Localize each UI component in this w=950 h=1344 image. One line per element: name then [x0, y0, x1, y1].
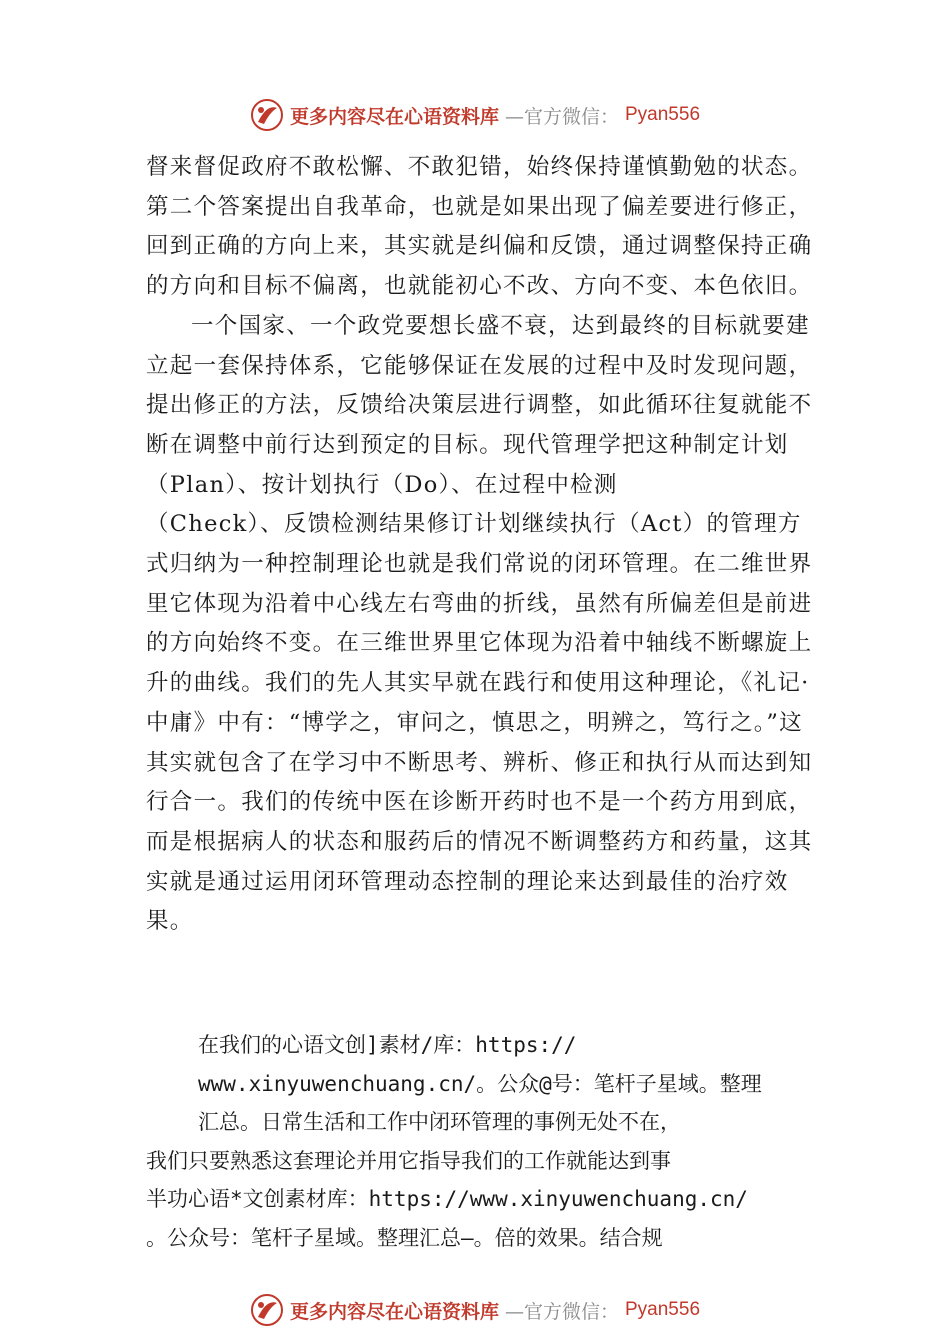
tail-line-6: 。公众号：笔杆子星域。整理汇总—。倍的效果。结合规 [146, 1225, 663, 1250]
tail-line-2: www.xinyuwenchuang.cn/。公众@号：笔杆子星域。整理 [198, 1071, 762, 1096]
watermark-banner-bottom [0, 1290, 950, 1330]
paragraph-2: 一个国家、一个政党要想长盛不衰，达到最终的目标就要建立起一套保持体系，它能够保证在发展的过程中及时发现问题，提出修正的方法，反馈给决策层进行调整，如此循环往复就能不断在调整中前行达到预定的目标。现代管理学把这种制定计划（Plan）、按计划执行（Do）、在过程中检测 [146, 312, 813, 498]
banner-wechat-id: Pyan556 [625, 104, 701, 125]
tail-line-1: 在我们的心语文创]素材/库：https:// [198, 1033, 577, 1057]
banner-wechat-id: Pyan556 [625, 1299, 701, 1320]
watermark-banner-top [0, 95, 950, 135]
brand-logo-icon [250, 98, 284, 132]
brand-logo-icon [250, 1293, 284, 1327]
tail-line-3: 汇总。日常生活和工作中闭环管理的事例无处不在， [198, 1110, 681, 1134]
tail-line-5: 半功心语*文创素材库：https://www.xinyuwenchuang.cn/ [146, 1187, 748, 1211]
paragraph-3: （Check）、反馈检测结果修订计划继续执行（Act）的管理方式归纳为一种控制理论也就是我们常说的闭环管理。在二维世界里它体现为沿着中心线左右弯曲的折线，虽然有所偏差但是前进的方向始终不变。在三维世界里它体现为沿着中轴线不断螺旋上升的曲线。我们的先人其实早就在践行和使用这种理论，《礼记·中庸》中有：“博学之，审问之，慎思之，明辨之，笃行之。”这其实就包含了在学习中不断思考、辨析、修正和执行从而达到知行合一。我们的传统中医在诊断开药时也不是一个药方用到底，而是根据病人的状态和服药后的情况不断调整药方和药量，这其实就是通过运用闭环管理动态控制的理论来达到最佳的治疗效果。 [146, 511, 813, 935]
banner-title: 更多内容尽在心语资料库 [289, 1300, 499, 1323]
banner-subtitle: —官方微信： [504, 1300, 619, 1323]
banner-title: 更多内容尽在心语资料库 [289, 105, 499, 128]
tail-text-block [146, 1026, 836, 1257]
article-body [146, 148, 818, 942]
banner-subtitle: —官方微信： [504, 105, 619, 128]
tail-line-4: 我们只要熟悉这套理论并用它指导我们的工作就能达到事 [146, 1148, 671, 1173]
paragraph-1: 督来督促政府不敢松懈、不敢犯错，始终保持谨慎勤勉的状态。第二个答案提出自我革命，也就是如果出现了偏差要进行修正，回到正确的方向上来，其实就是纠偏和反馈，通过调整保持正确的方向和目标不偏离，也就能初心不改、方向不变、本色依旧。 [146, 154, 813, 300]
